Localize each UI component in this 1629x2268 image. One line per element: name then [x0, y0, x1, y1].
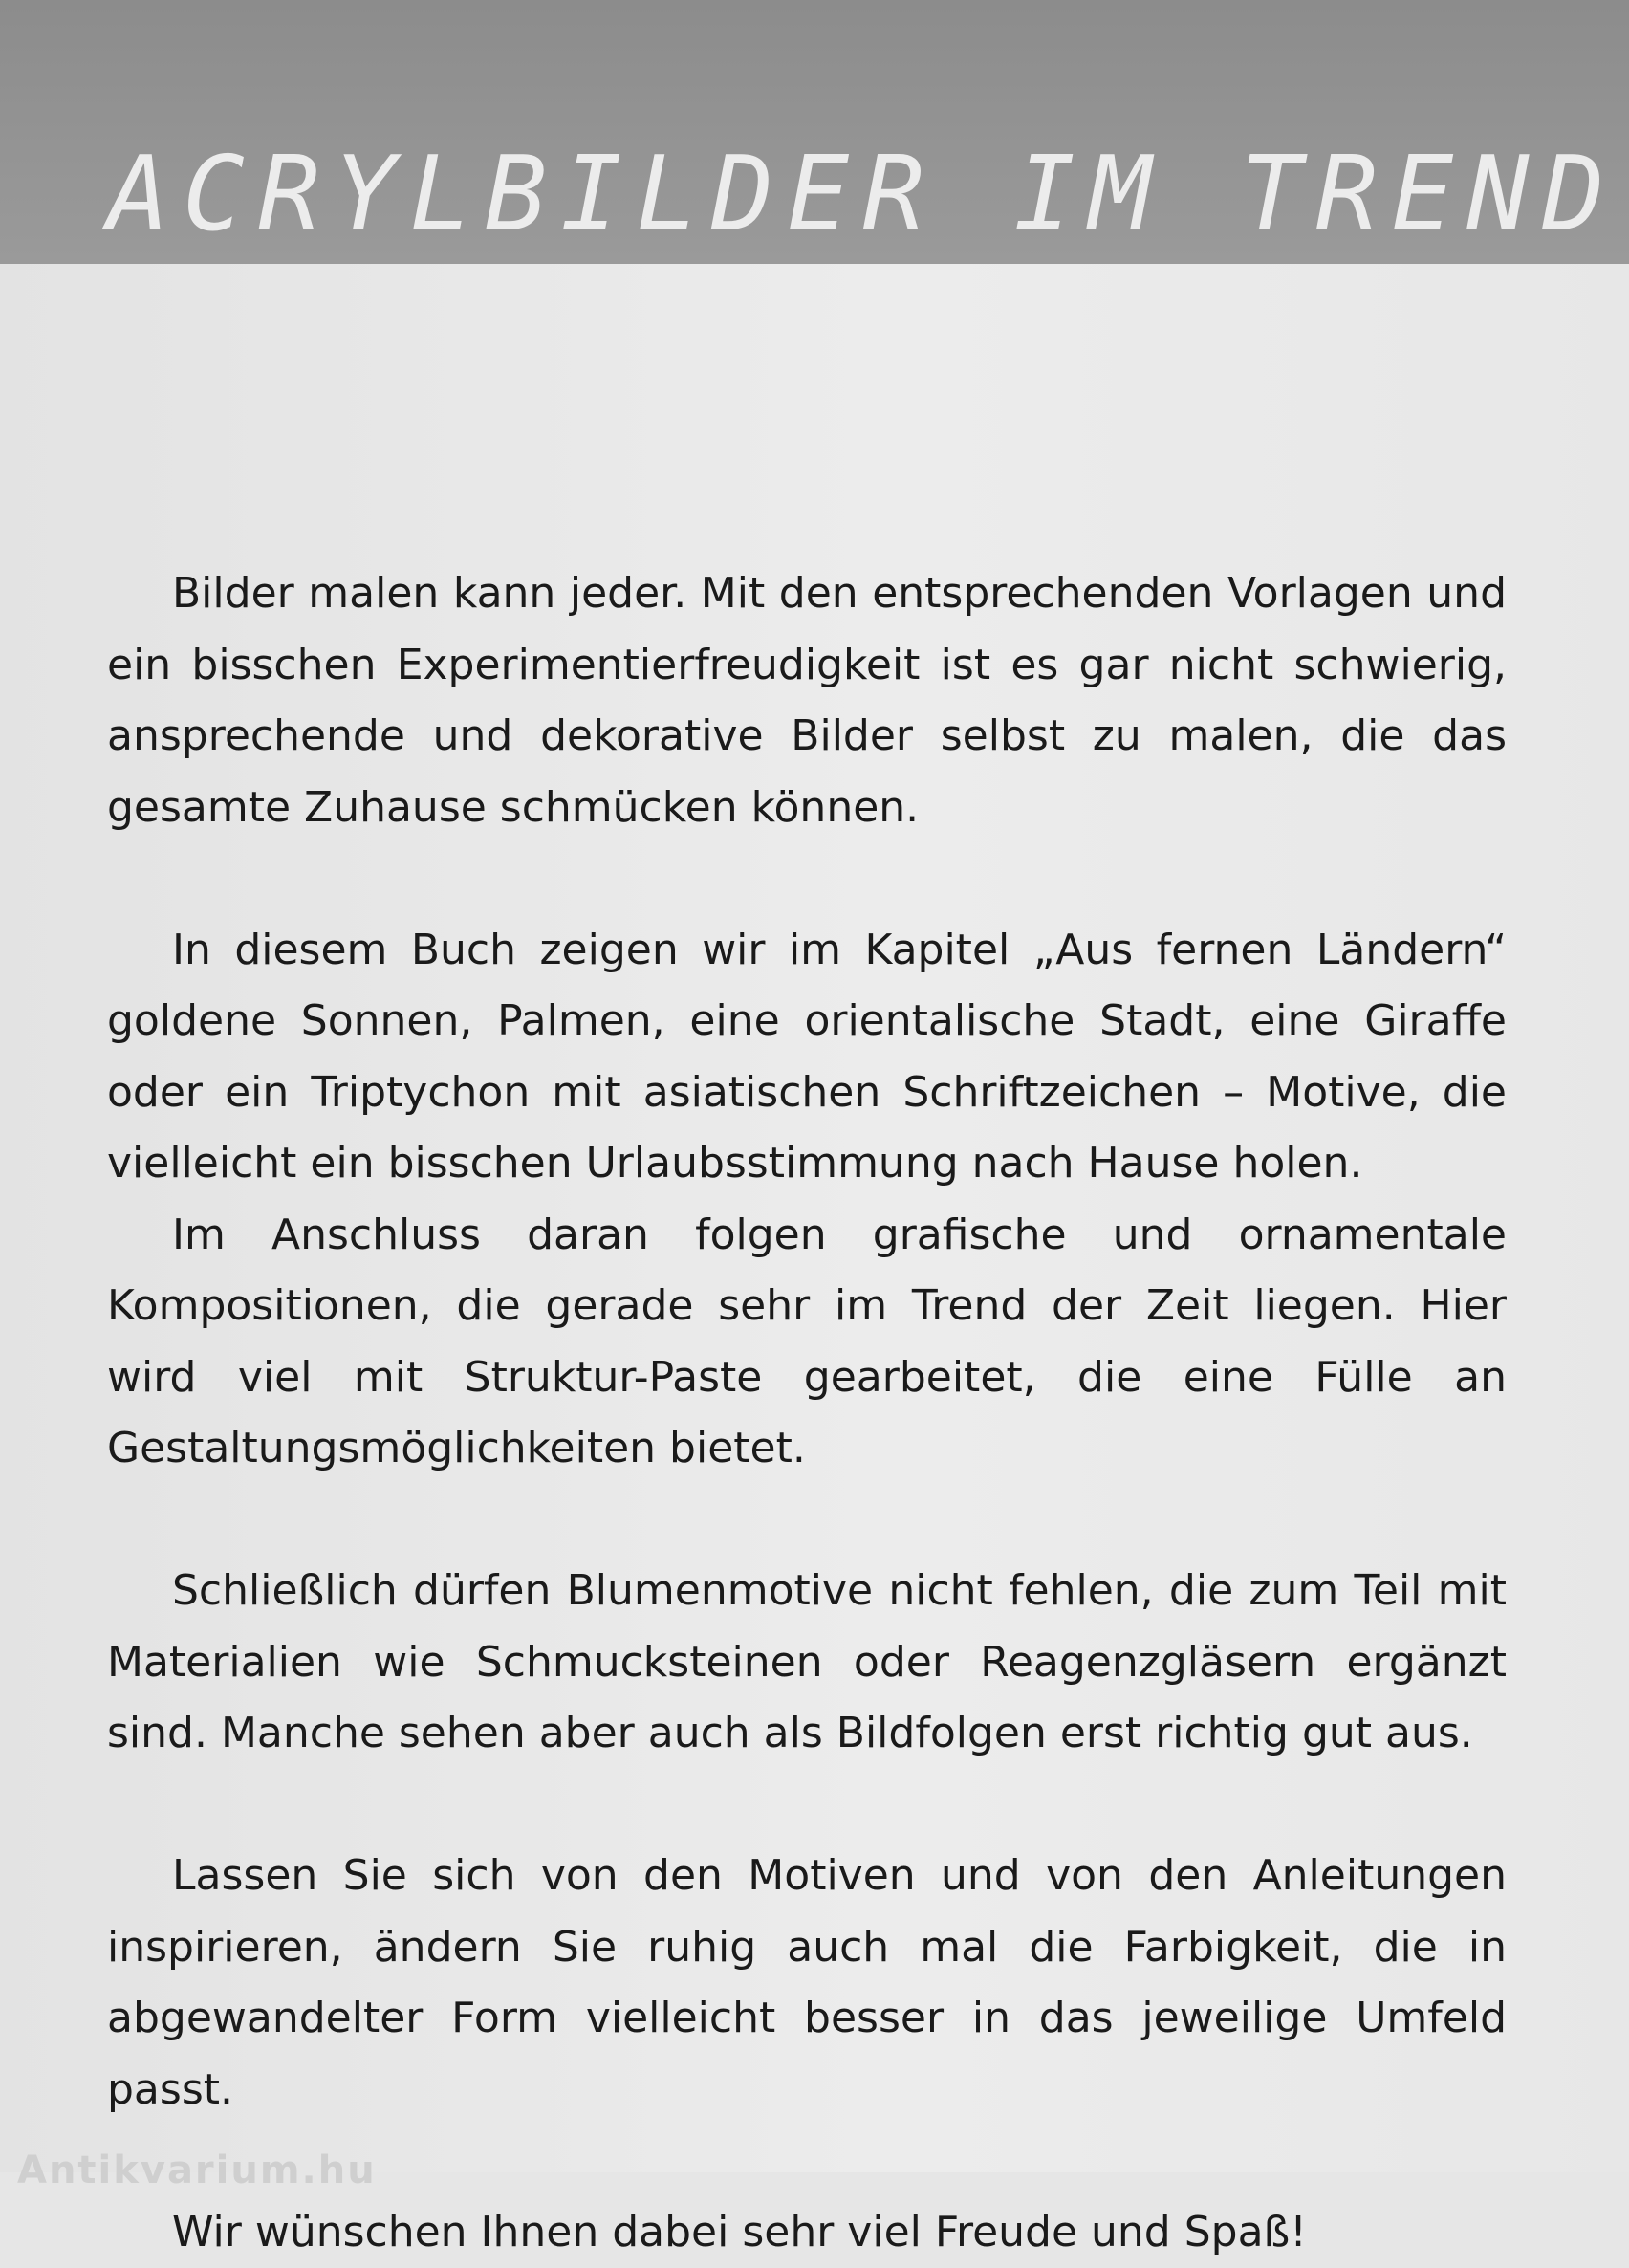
paragraph-blumenmotive: Schließlich dürfen Blumenmotive nicht fehlen, die zum Teil mit Materialien wie Schmucksteinen oder Reagenzgläsern ergänzt sind. Manche sehen aber auch als Bildfolgen erst richtig gut aus.: [107, 1556, 1507, 1770]
paragraph-fernen-laendern: In diesem Buch zeigen wir im Kapitel „Aus fernen Ländern“ goldene Sonnen, Palmen, eine orientalische Stadt, eine Giraffe oder ein Triptychon mit asiatischen Schriftzeichen – Motive, die vielleicht ein bisschen Urlaubsstimmung nach Hause holen.: [107, 915, 1507, 1200]
body-text: [107, 558, 1507, 2268]
paragraph-grafische-kompositionen: Im Anschluss daran folgen grafische und ornamentale Kompositionen, die gerade sehr im Trend der Zeit liegen. Hier wird viel mit Struktur-Paste gearbeitet, die eine Fülle an Gestaltungsmöglichkeiten bietet.: [107, 1200, 1507, 1485]
watermark: Antikvarium.hu: [17, 2151, 377, 2190]
page-title: ACRYLBILDER IM TREND: [107, 143, 1618, 247]
paragraph-inspiration: Lassen Sie sich von den Motiven und von den Anleitungen inspirieren, ändern Sie ruhig auch mal die Farbigkeit, die in abgewandelter Form vielleicht besser in das jeweilige Umfeld passt.: [107, 1841, 1507, 2126]
paragraph-intro: Bilder malen kann jeder. Mit den entsprechenden Vorlagen und ein bisschen Experimentierfreudigkeit ist es gar nicht schwierig, ansprechende und dekorative Bilder selbst zu malen, die das gesamte Zuhause schmücken können.: [107, 558, 1507, 843]
header-band: [0, 0, 1629, 264]
paragraph-closing: Wir wünschen Ihnen dabei sehr viel Freude und Spaß!: [107, 2197, 1507, 2268]
